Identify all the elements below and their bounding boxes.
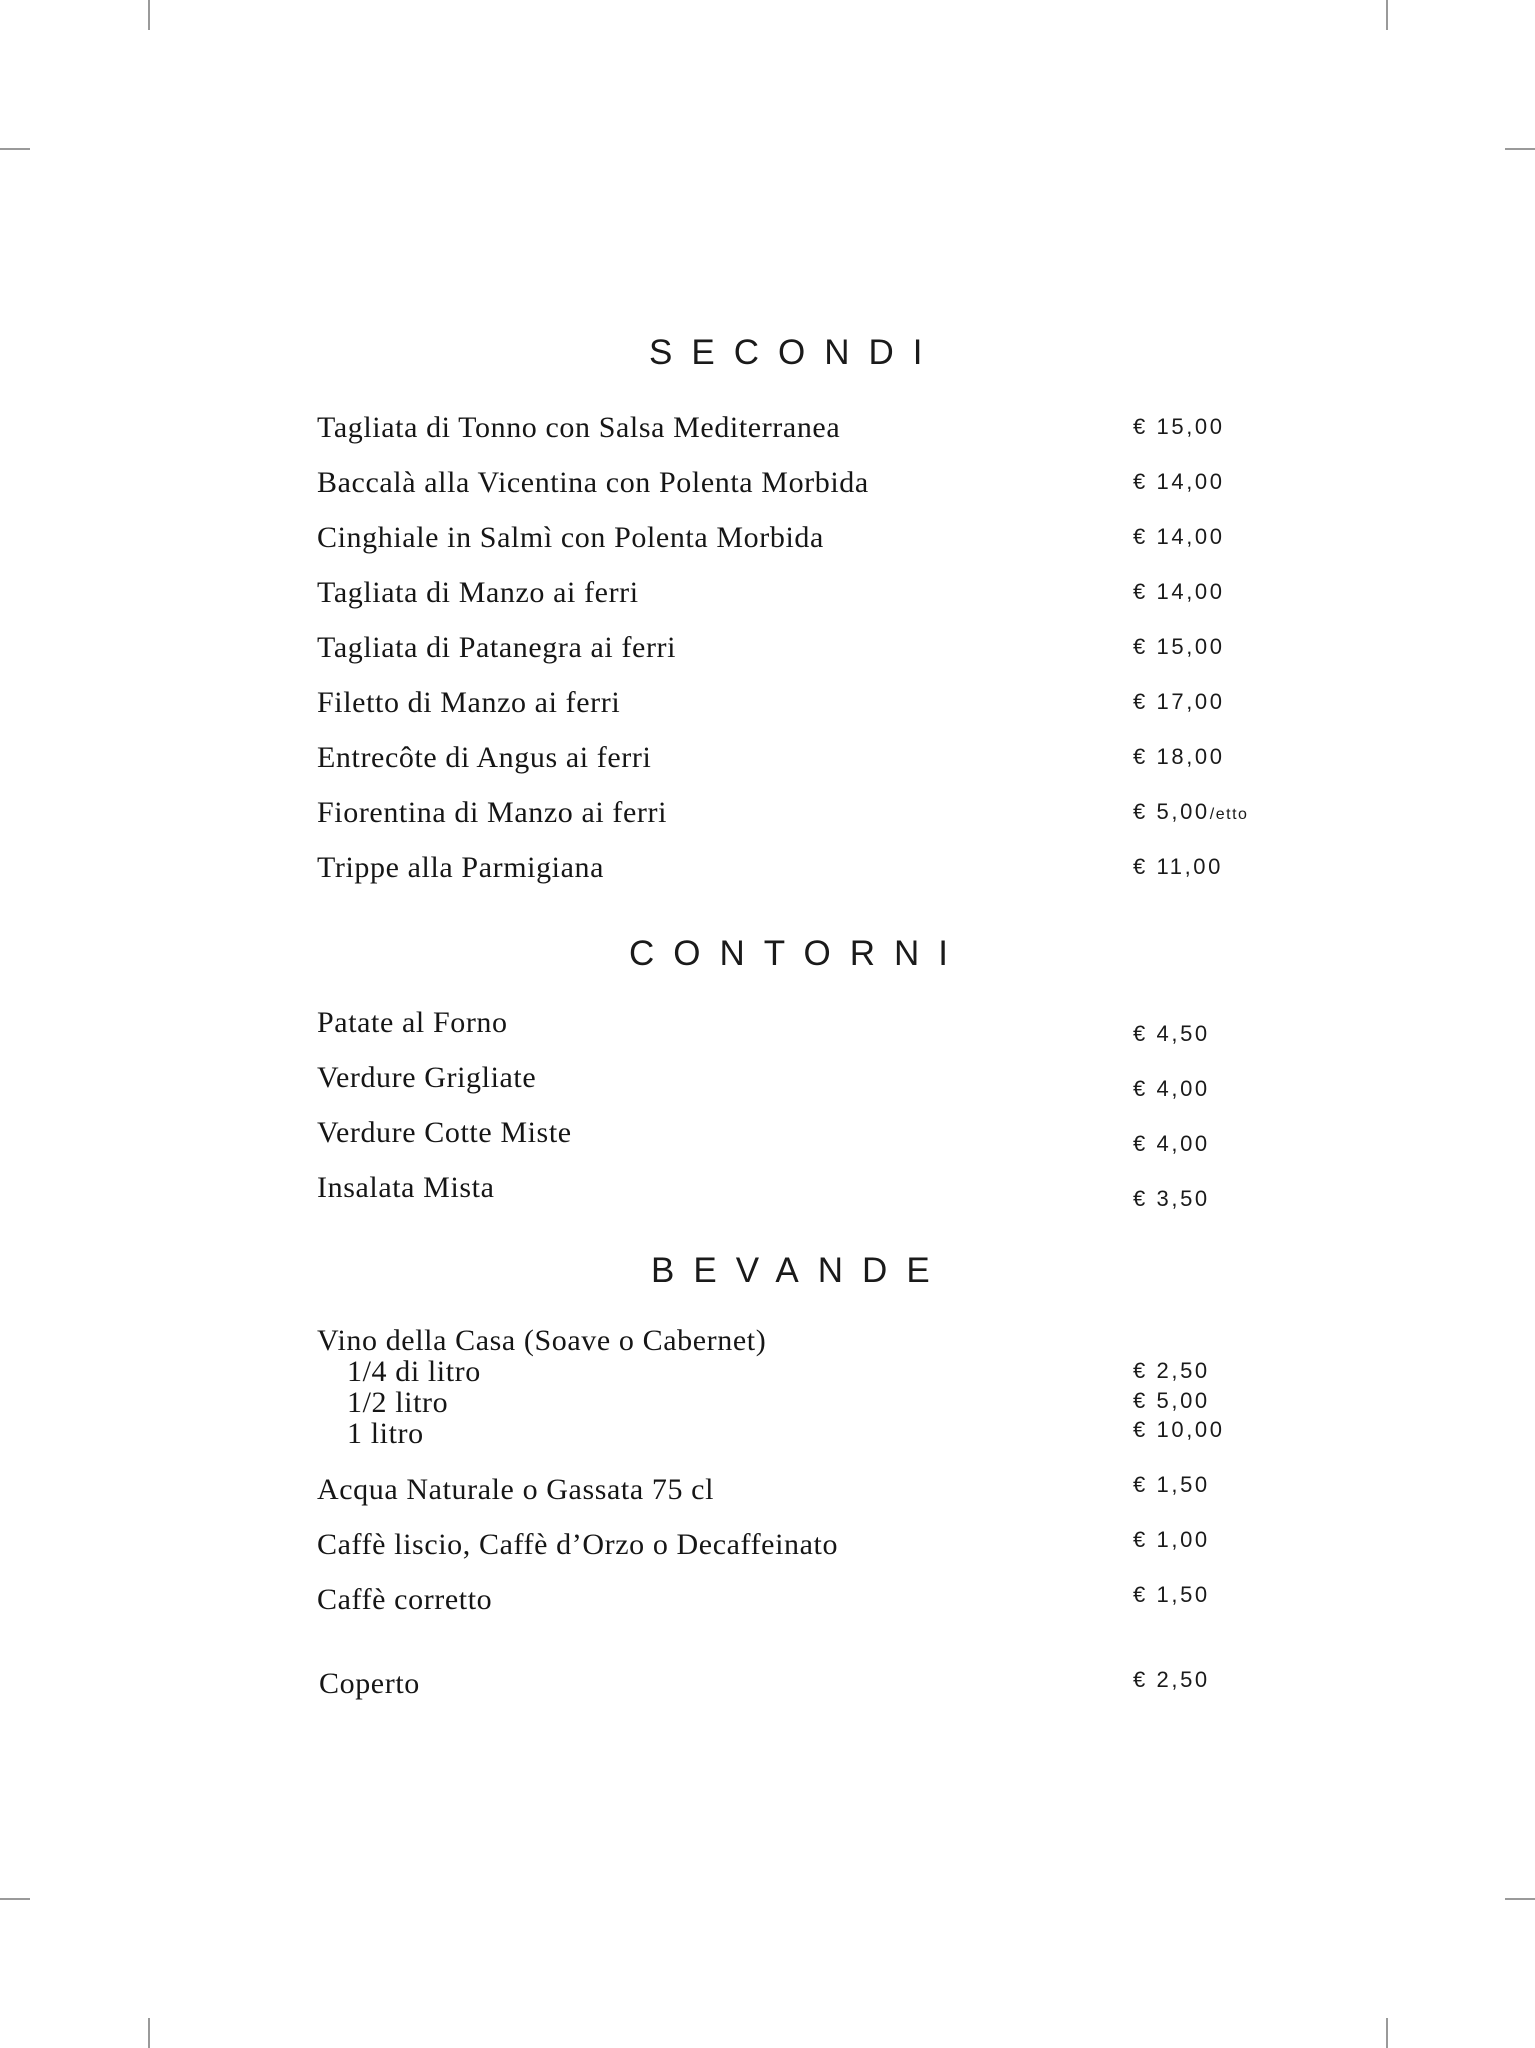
item-price-per-unit <box>1133 801 1248 823</box>
item-price: € 11,00 <box>1133 854 1223 879</box>
item-name: Fiorentina di Manzo ai ferri <box>317 796 668 829</box>
item-price: € 4,00 <box>1133 1131 1210 1156</box>
item-price: € 18,00 <box>1133 744 1225 769</box>
menu-item <box>317 798 1317 838</box>
item-name: Tagliata di Tonno con Salsa Mediterranea <box>317 411 841 444</box>
crop-mark-bottom-left-vertical <box>148 2018 150 2048</box>
crop-mark-top-right-vertical <box>1386 0 1388 30</box>
item-name: Filetto di Manzo ai ferri <box>317 686 621 719</box>
menu-item <box>317 468 1317 508</box>
item-price: € 5,00 <box>1133 1388 1210 1413</box>
item-price: € 2,50 <box>1133 1667 1210 1692</box>
item-name: Caffè liscio, Caffè d’Orzo o Decaffeinato <box>317 1528 839 1561</box>
menu-item <box>317 853 1317 893</box>
menu-item <box>317 1472 1317 1515</box>
section-title-bevande: BEVANDE <box>651 1251 949 1290</box>
price-unit: /etto <box>1209 806 1249 823</box>
item-price: € 14,00 <box>1133 524 1225 549</box>
menu-item <box>317 1063 1317 1103</box>
item-price: € 17,00 <box>1133 689 1225 714</box>
item-name: Cinghiale in Salmì con Polenta Morbida <box>317 521 824 554</box>
section-title-contorni: CONTORNI <box>629 934 968 973</box>
item-name: Coperto <box>319 1667 420 1700</box>
item-price: € 1,50 <box>1133 1472 1210 1497</box>
item-name: Insalata Mista <box>317 1171 495 1204</box>
section-title-secondi: SECONDI <box>649 333 942 372</box>
item-name: Entrecôte di Angus ai ferri <box>317 741 652 774</box>
menu-item <box>317 1008 1317 1048</box>
item-name: Baccalà alla Vicentina con Polenta Morbida <box>317 466 869 499</box>
crop-mark-top-left-vertical <box>148 0 150 30</box>
menu-item <box>317 743 1317 783</box>
menu-item <box>317 633 1317 673</box>
item-price: € 1,50 <box>1133 1582 1210 1607</box>
crop-mark-top-left-horizontal <box>0 148 30 150</box>
menu-item <box>317 578 1317 618</box>
menu-item <box>317 1582 1317 1625</box>
item-name: Patate al Forno <box>317 1006 508 1039</box>
item-name: Trippe alla Parmigiana <box>317 851 605 884</box>
item-price: € 4,50 <box>1133 1021 1210 1046</box>
crop-mark-bottom-right-horizontal <box>1505 1898 1535 1900</box>
coperto-item <box>317 1669 1317 1709</box>
item-price: € 2,50 <box>1133 1358 1210 1383</box>
wine-size <box>317 1419 1317 1459</box>
menu-item <box>317 523 1317 563</box>
crop-mark-bottom-left-horizontal <box>0 1898 30 1900</box>
item-price: € 3,50 <box>1133 1186 1210 1211</box>
item-price: € 15,00 <box>1133 414 1225 439</box>
item-price: € 1,00 <box>1133 1527 1210 1552</box>
menu-item <box>317 1527 1317 1570</box>
item-price: € 14,00 <box>1133 579 1225 604</box>
item-name: Verdure Grigliate <box>317 1061 537 1094</box>
wine-size-name: 1/4 di litro <box>347 1355 481 1388</box>
item-name: Vino della Casa (Soave o Cabernet) <box>317 1324 767 1357</box>
menu-item <box>317 413 1317 453</box>
menu-item <box>317 688 1317 728</box>
item-name: Tagliata di Manzo ai ferri <box>317 576 639 609</box>
item-name: Caffè corretto <box>317 1583 493 1616</box>
item-name: Verdure Cotte Miste <box>317 1116 572 1149</box>
item-price: € 4,00 <box>1133 1076 1210 1101</box>
item-price: € 15,00 <box>1133 634 1225 659</box>
menu-item <box>317 1173 1317 1213</box>
item-name: Tagliata di Patanegra ai ferri <box>317 631 677 664</box>
wine-size-name: 1 litro <box>347 1417 424 1450</box>
item-price: € 14,00 <box>1133 469 1225 494</box>
item-price: € 5,00 <box>1133 799 1210 824</box>
crop-mark-bottom-right-vertical <box>1386 2018 1388 2048</box>
item-price: € 10,00 <box>1133 1417 1225 1442</box>
item-name: Acqua Naturale o Gassata 75 cl <box>317 1473 715 1506</box>
crop-mark-top-right-horizontal <box>1505 148 1535 150</box>
menu-item <box>317 1118 1317 1158</box>
wine-size-name: 1/2 litro <box>347 1386 449 1419</box>
